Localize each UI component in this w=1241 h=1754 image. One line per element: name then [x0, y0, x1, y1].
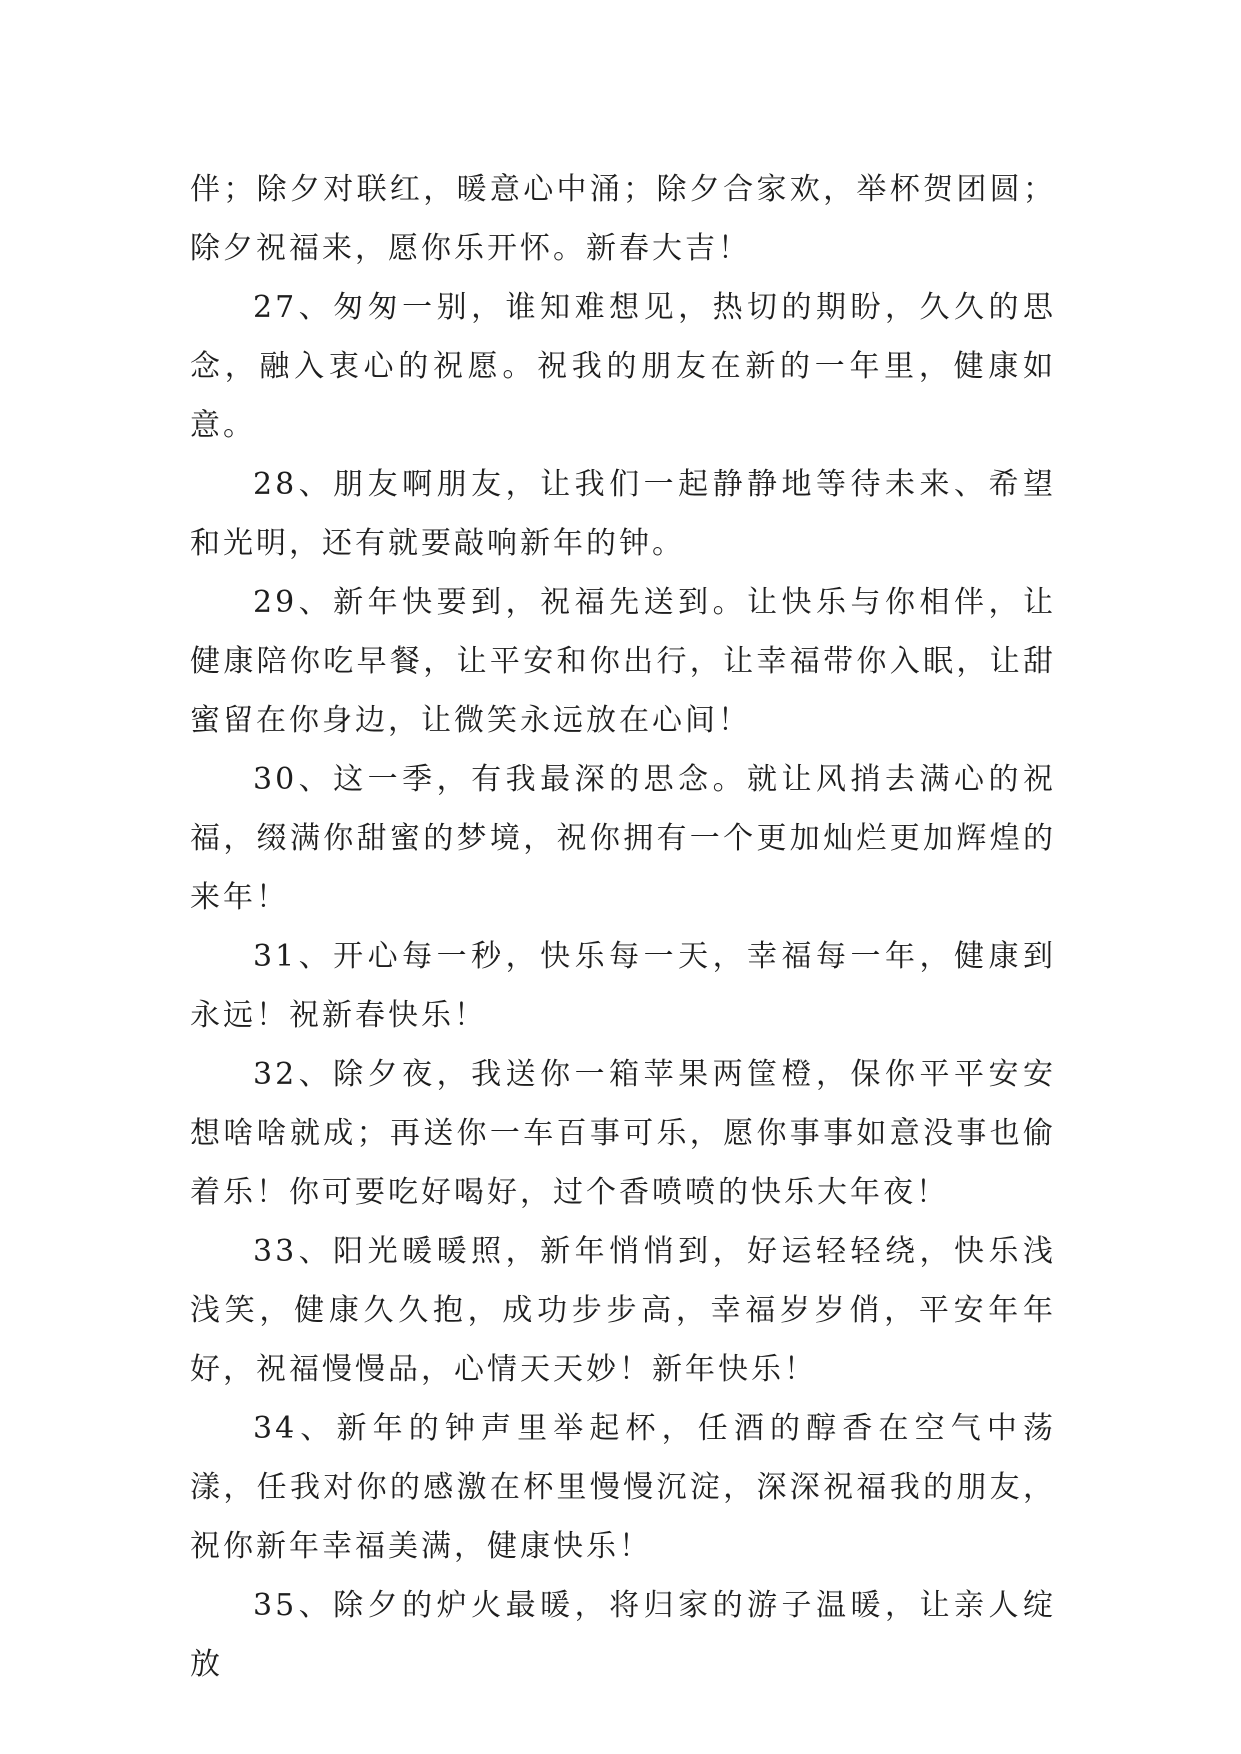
paragraph-35: 35、除夕的炉火最暖，将归家的游子温暖，让亲人绽放	[190, 1588, 1056, 1682]
paragraph-34: 34、新年的钟声里举起杯，任酒的醇香在空气中荡漾，任我对你的感激在杯里慢慢沉淀，深深祝福我的朋友，祝你新年幸福美满，健康快乐！	[190, 1411, 1056, 1564]
paragraph-continuation: 伴；除夕对联红，暖意心中涌；除夕合家欢，举杯贺团圆；除夕祝福来，愿你乐开怀。新春大吉！	[190, 172, 1056, 266]
paragraph-29: 29、新年快要到，祝福先送到。让快乐与你相伴，让健康陪你吃早餐，让平安和你出行，让幸福带你入眠，让甜蜜留在你身边，让微笑永远放在心间！	[190, 585, 1056, 738]
paragraph-31: 31、开心每一秒，快乐每一天，幸福每一年，健康到永远！祝新春快乐！	[190, 939, 1056, 1033]
paragraph-32: 32、除夕夜，我送你一箱苹果两筐橙，保你平平安安想啥啥就成；再送你一车百事可乐，愿你事事如意没事也偷着乐！你可要吃好喝好，过个香喷喷的快乐大年夜！	[190, 1057, 1056, 1210]
paragraph-27: 27、匆匆一别，谁知难想见，热切的期盼，久久的思念，融入衷心的祝愿。祝我的朋友在新的一年里，健康如意。	[190, 290, 1056, 443]
paragraph-30: 30、这一季，有我最深的思念。就让风捎去满心的祝福，缀满你甜蜜的梦境，祝你拥有一个更加灿烂更加辉煌的来年！	[190, 762, 1056, 915]
paragraph-28: 28、朋友啊朋友，让我们一起静静地等待未来、希望和光明，还有就要敲响新年的钟。	[190, 467, 1056, 561]
document-body	[190, 160, 1056, 1694]
paragraph-33: 33、阳光暖暖照，新年悄悄到，好运轻轻绕，快乐浅浅笑，健康久久抱，成功步步高，幸福岁岁俏，平安年年好，祝福慢慢品，心情天天妙！新年快乐！	[190, 1234, 1056, 1387]
